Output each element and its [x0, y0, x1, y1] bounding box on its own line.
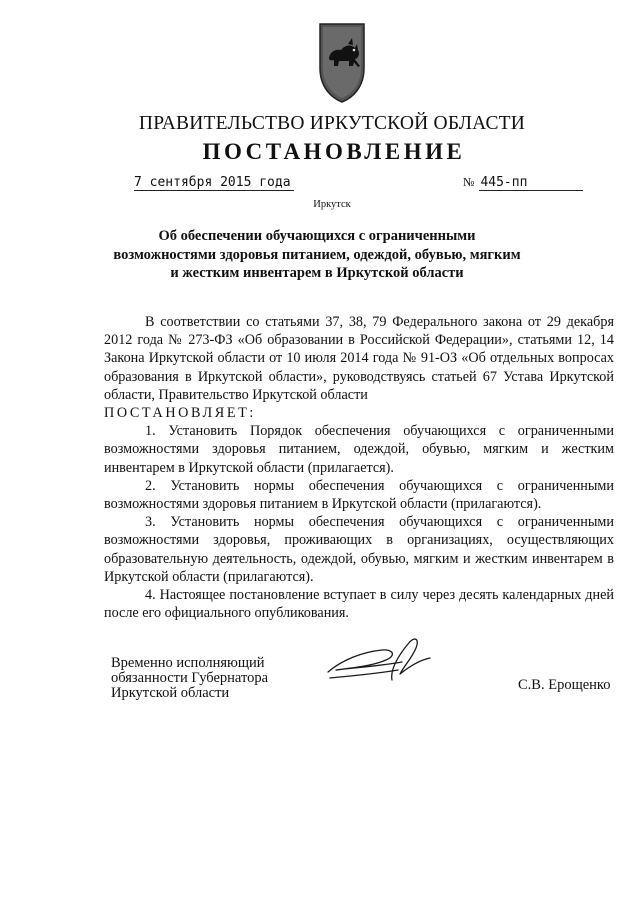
government-title: ПРАВИТЕЛЬСТВО ИРКУТСКОЙ ОБЛАСТИ — [138, 113, 526, 134]
number-sign: № — [463, 175, 475, 189]
city: Иркутск — [313, 199, 351, 210]
resolution-item: 1. Установить Порядок обеспечения обучающихся с ограниченными возможностями здоровья питанием, одеждой, обувью, мягким и жестким инвентарем в Иркутской области (прилагается). — [104, 423, 614, 476]
signer-position-line: Временно исполняющий — [111, 655, 265, 671]
date-underline — [134, 190, 294, 191]
document-body — [104, 313, 614, 622]
document-subject: Об обеспечении обучающихся с ограниченными возможностями здоровья питанием, одеждой, обувью, мягким и жестким инвентарем в Иркутской области — [113, 228, 521, 281]
signer-position-line: Иркутской области — [111, 685, 230, 702]
date-value: 7 сентября 2015 года — [134, 175, 291, 190]
document-type: ПОСТАНОВЛЕНИЕ — [202, 139, 466, 164]
signer-position — [111, 656, 268, 702]
document-date — [134, 175, 291, 190]
resolution-item: 3. Установить нормы обеспечения обучающихся с ограниченными возможностями здоровья, проживающих в организациях, осуществляющих образовательную деятельность, одеждой, обувью, мягким и жестким инвентарем в Иркутской области (прилагаются). — [104, 514, 614, 585]
resolution-item: 2. Установить нормы обеспечения обучающихся с ограниченными возможностями здоровья питанием в Иркутской области (прилагаются). — [104, 477, 614, 513]
document-number — [463, 175, 527, 190]
handwritten-signature — [322, 630, 442, 700]
number-value: 445-пп — [480, 175, 528, 190]
resolve-heading: ПОСТАНОВЛЯЕТ: — [104, 405, 256, 422]
resolution-item: 4. Настоящее постановление вступает в силу через десять календарных дней после его официального опубликования. — [104, 587, 614, 622]
preamble-paragraph: В соответствии со статьями 37, 38, 79 Федерального закона от 29 декабря 2012 года № 273-ФЗ «Об образовании в Российской Федерации», статьями 12, 14 Закона Иркутской области от 10 июля 2014 года № 91-ОЗ «Об отдельных вопросах образования в Иркутской области», руководствуясь статьей 67 Устава Иркутской области, Правительство Иркутской области — [104, 314, 614, 403]
signer-position-line: обязанности Губернатора — [111, 670, 269, 687]
signer-name: С.В. Ерощенко — [518, 677, 611, 693]
number-underline — [479, 190, 583, 191]
coat-of-arms-icon — [318, 22, 366, 104]
